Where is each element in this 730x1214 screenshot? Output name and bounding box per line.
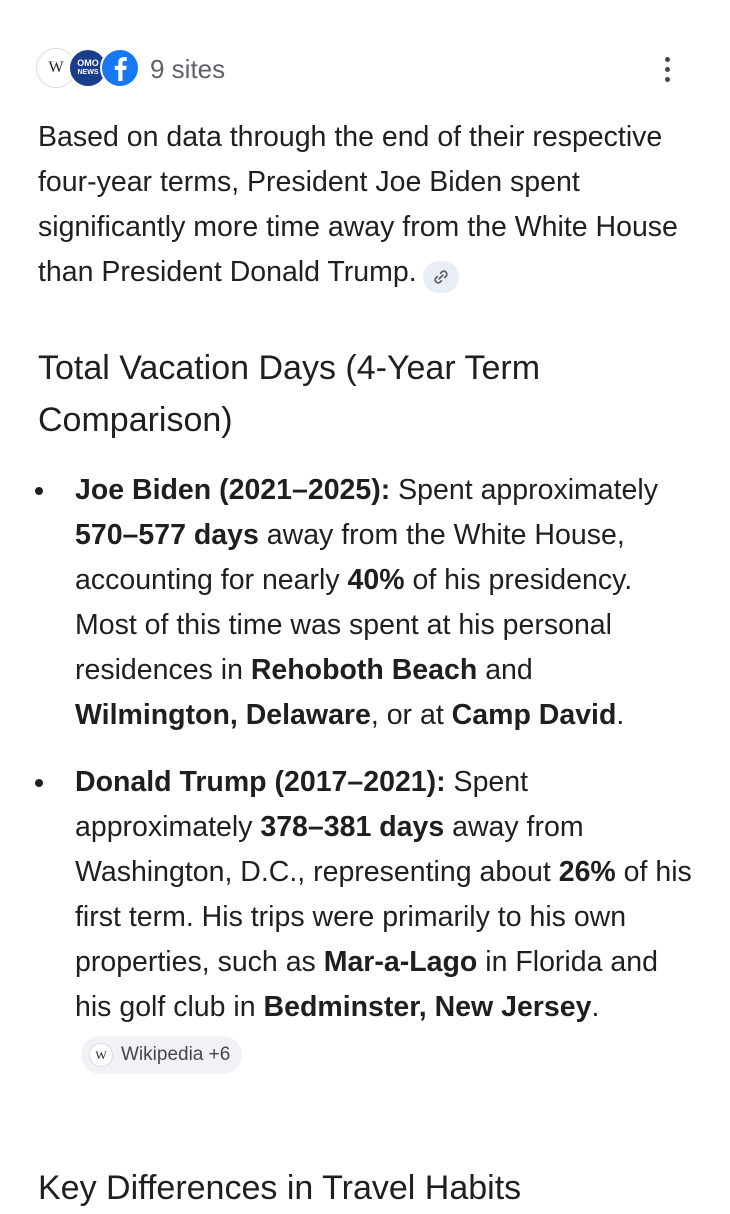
bullet-text: of his presidency. Most of this time was spent at his personal residences in [75,564,633,686]
bullet-lead: Donald Trump (2017–2021): [75,766,446,798]
more-options-button[interactable] [652,52,682,86]
next-section-heading: Key Differences in Travel Habits [38,1169,522,1207]
bullet-lead: Joe Biden (2021–2025): [75,474,391,506]
bullet-bold: 570–577 days [75,519,259,551]
bullet-bold: 40% [347,564,405,596]
sites-count[interactable]: 9 sites [150,54,226,84]
link-icon [431,267,451,287]
bullet-text: and [477,654,533,686]
bullet-text: , or at [370,699,452,731]
wikipedia-source-chip[interactable] [81,1036,242,1074]
wikipedia-icon: W [36,48,76,88]
section-heading: Total Vacation Days (4-Year Term Comparison) [38,349,541,439]
bullet-bold: Camp David [451,699,617,731]
bullet-bold: Mar-a-Lago [323,946,478,978]
intro-paragraph [38,115,698,295]
bullet-text: of his first term. His trips were primarily to his own properties, such as [75,856,692,978]
bullet-text: Spent approximately [75,766,529,843]
more-dot [665,77,670,82]
bullet-text: . [616,699,625,731]
more-dot [665,67,670,72]
list-item-trump [0,760,697,1075]
source-favicons[interactable] [36,48,146,90]
bullet-text: in Florida and his golf club in [75,946,658,1023]
bullet-bold: Rehoboth Beach [250,654,478,686]
bullet-text: . [591,991,600,1023]
more-dot [665,57,670,62]
intro-text: Based on data through the end of their respective four-year terms, President Joe Biden spent significantly more time away from the White House than President Donald Trump. [38,121,678,288]
facebook-glyph [102,50,138,86]
facebook-icon [100,48,140,88]
bullet-bold: Wilmington, Delaware [75,699,371,731]
bullet-text: away from the White House, accounting for nearly [75,519,625,596]
bullet-text: Spent approximately [390,474,658,506]
comparison-list [0,468,730,1075]
sources-bar[interactable] [36,46,696,92]
source-chip-label: Wikipedia +6 [121,1044,231,1065]
bullet-bold: Bedminster, New Jersey [263,991,592,1023]
bullet-text: away from Washington, D.C., representing about [75,811,584,888]
bullet-dot [35,487,43,495]
list-item-biden [0,468,697,738]
bullet-dot [35,779,43,787]
source-link-button[interactable] [423,261,459,293]
news-icon-line2: NEWS [77,69,99,76]
bullet-bold: 378–381 days [260,811,445,843]
news-icon-line1: OMO [77,58,99,68]
bullet-bold: 26% [558,856,616,888]
wikipedia-icon: W [89,1043,113,1067]
